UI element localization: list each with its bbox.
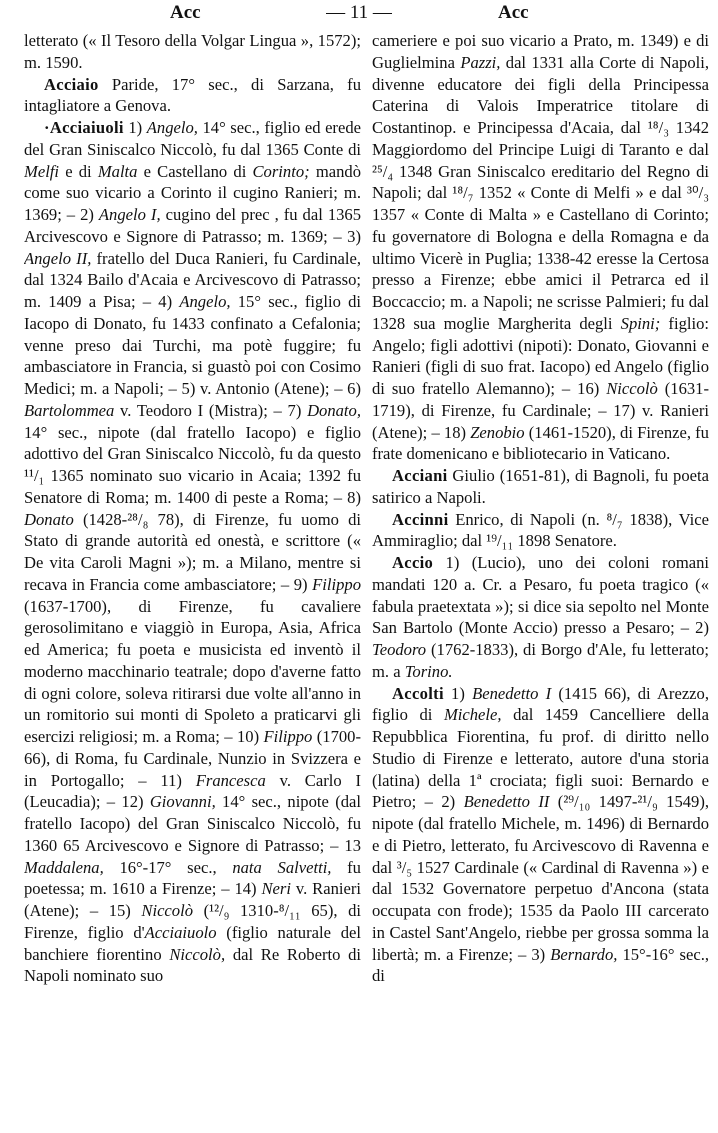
entry-text: Giulio (1651-81), di Bagnoli, fu poeta satirico a Napoli. (372, 466, 709, 507)
italic-name: Teodoro (372, 640, 427, 659)
dictionary-entry (372, 509, 709, 553)
dictionary-entry (372, 552, 709, 683)
entry-text: (1762-1833), di Borgo d'Ale, fu letterato; m. a (372, 640, 709, 681)
italic-name: Zenobio (470, 422, 525, 442)
entry-text: 1) (443, 683, 473, 703)
italic-name: Niccolò (606, 379, 658, 398)
italic-name: Melfi (24, 161, 60, 181)
entry-text: v. Teodoro I (Mistra); – 7) (114, 400, 308, 420)
entry-continuation (372, 30, 709, 465)
italic-name: Maddalena, (24, 857, 104, 877)
page-header (0, 0, 718, 30)
entry-continuation (24, 30, 361, 74)
entry-text: (1631-1719), di Firenze, fu Cardinale; – 17) v. Ranieri (Atene); – 18) (372, 379, 709, 442)
entry-text: dal 1331 alla Corte di Napoli, divenne educatore dei figli della Principessa Caterina di Valois Imperatrice titolare di Costantinop. e Principessa d'Acaia, dal ¹⁸/₃ 1342 Maggiordomo del Principe Luigi di Taranto e dal ²⁵/₄ 1348 Gran Siniscalco ereditario del Regno di Napoli; dal ¹⁸/₇ 1352 « Conte di Melfi » e dal ³⁰/₃ 1357 « Conte di Malta » e Castellano di Corinto; fu governatore di Bologna e della Romagna e da ultimo Vicerè in Puglia; 1338-42 eresse la Certosa presso a Firenze; ebbe amici il Petrarca ed il Boccaccio; m. a Napoli; ne scrisse Palmieri; fu dal 1328 sua moglie Margherita degli (372, 52, 709, 333)
entry-text: 14° sec., nipote (dal fratello Iacopo) e figlio adottivo del Gran Siniscalco Niccolò, fu da questo ¹¹/₁ 1365 nominato suo vicario in Acaia; 1392 fu Senatore di Roma; m. 1400 di peste a Roma; – 8) (24, 422, 361, 507)
entry-text: cameriere e poi suo vicario a Prato, m. 1349) e di Guglielmina (372, 31, 709, 72)
italic-name: Niccolò (141, 901, 194, 920)
entry-text: (1637-1700), di Firenze, fu cavaliere gerosolimitano e viaggiò in Europa, Asia, Africa ed America; fu poeta e musicista ed inventò il moderno macchinario teatrale; dopo d'averne fatto di ogni colore, soleva ritirarsi due volte all'anno in un romitorio sui monti di Spoleto a praticarvi gli esercizi religiosi; m. a Roma; – 10) (24, 596, 361, 746)
italic-name: Giovanni, (149, 792, 216, 812)
entry-text: (1461-1520), di Firenze, fu frate domenicano e bibliotecario in Vaticano. (372, 422, 709, 464)
entry-text: 14° sec., figlio ed erede del Gran Siniscalco Niccolò, fu dal 1365 Conte di (24, 118, 361, 159)
entry-text: e di (59, 161, 98, 181)
entry-text: 15°-16° sec., di (372, 944, 709, 986)
entry-text: e Castellano di (137, 161, 253, 181)
italic-name: Angelo I, (98, 205, 161, 224)
italic-name: Filippo (263, 727, 313, 746)
entry-headword: Accinni (392, 509, 449, 529)
italic-name: Malta (97, 161, 138, 181)
right-column (372, 30, 709, 1130)
dictionary-entry (372, 683, 709, 988)
entry-headword: ·Acciaiuoli (44, 118, 124, 137)
left-column (24, 30, 361, 1130)
entry-text: fratello del Duca Ranieri, fu Cardinale, dal 1324 Bailo d'Acaia e Arcivescovo di Patrasso; m. 1409 a Pisa; – 4) (24, 248, 361, 311)
entry-text: (1700-66), di Roma, fu Cardinale, Nunzio in Svizzera e in Portogallo; – 11) (24, 727, 361, 790)
italic-name: Neri (261, 879, 291, 899)
entry-text: dal 1459 Cancelliere della Repubblica Fiorentina, fu prof. di diritto nello Studio di Firenze e letterato, autore d'una storia (latina) della 1ª crociata; figli suoi: Bernardo e Pietro; – 2) (372, 705, 709, 812)
entry-text: 14° sec., nipote (dal fratello Iacopo) del Gran Siniscalco Niccolò, fu 1360 65 Arcivescovo e Signore di Patrasso; – 13 (24, 792, 361, 855)
entry-headword: Accolti (392, 683, 444, 703)
italic-name: Michele, (443, 705, 502, 725)
entry-text: dal Re Roberto di Napoli nominato suo (24, 944, 361, 986)
entry-text: 15° sec., figlio di Iacopo di Donato, fu 1433 confinato a Cefalonia; venne preso dai Turchi, ma potè fuggire; fu ambasciatore in Francia, si guastò poi con Cosimo Medici; m. a Napoli; – 5) v. Antonio (Atene); – 6) (24, 292, 361, 398)
entry-text: 1) (123, 118, 147, 137)
dictionary-entry (372, 465, 709, 509)
entry-text: figlio: Angelo; figli adottivi (nipoti): Donato, Giovanni e Ranieri (figli di suo frat. Iacopo) ed Angelo (figlio di suo fratello Alemanno); – 16) (372, 313, 709, 398)
entry-text: letterato (« Il Tesoro della Volgar Lingua », 1572); m. 1590. (24, 31, 361, 72)
italic-name: Bernardo, (550, 944, 618, 964)
italic-name: Angelo, (146, 118, 198, 137)
entry-text: Enrico, di Napoli (n. ⁸/₇ 1838), Vice Ammiraglio; dal ¹⁹/₁₁ 1898 Senatore. (372, 509, 709, 551)
italic-name: Filippo (312, 574, 361, 594)
entry-headword: Acciani (392, 466, 448, 485)
italic-name: Donato, (307, 400, 361, 420)
entry-text: (1428-²⁸/₈ 78), di Firenze, fu uomo di Stato di grande autorità ed onestà, e scrittore (« De vita Caroli Magni »); m. a Milano, mentre si recava in Francia come ambasciatore; – 9) (24, 509, 361, 594)
italic-name: Corinto; (252, 161, 310, 181)
entry-headword: Accio (392, 553, 434, 572)
italic-name: Spini; (620, 313, 661, 333)
header-right-guideword: Acc (498, 2, 529, 23)
italic-name: Niccolò, (169, 944, 226, 964)
italic-name: Torino. (404, 661, 453, 681)
italic-name: Angelo, (179, 292, 231, 311)
italic-name: Benedetto II (463, 792, 550, 812)
italic-name: Acciaiuolo (144, 922, 217, 942)
dictionary-entry (24, 117, 361, 987)
entry-text: Paride, 17° sec., di Sarzana, fu intagliatore a Genova. (24, 74, 361, 116)
entry-text: v. Carlo I (Leucadia); – 12) (24, 770, 361, 812)
entry-text: cugino del prec , fu dal 1365 Arcivescovo e Signore di Patrasso; m. 1369; – 3) (24, 205, 361, 246)
entry-text: (figlio naturale del banchiere fiorentino (24, 922, 361, 964)
entry-headword: Acciaio (44, 74, 99, 94)
italic-name: Pazzi, (460, 52, 501, 72)
entry-text: 1) (Lucio), uno dei coloni romani mandati 120 a. Cr. a Pesaro, fu poeta tragico (« fabula praetextata »); si dice sia sepolto nel Monte San Bartolo (Monte Accio) presso a Pesaro; – 2) (372, 553, 709, 638)
italic-name: nata Salvetti, (232, 857, 332, 877)
italic-name: Angelo II, (24, 248, 92, 268)
entry-text: v. Ranieri (Atene); – 15) (24, 879, 361, 920)
entry-text: (1415 66), di Arezzo, figlio di (372, 683, 709, 725)
italic-name: Benedetto I (472, 683, 552, 703)
entry-text: (²⁹/₁₀ 1497-²¹/₉ 1549), nipote (dal fratello Michele, m. 1496) di Bernardo e di Pietro, letterato, fu Arcivescovo di Ravenna e dal ³/₅ 1527 Cardinale (« Cardinal di Ravenna ») e dal 1532 Governatore perpetuo d'Ancona (stata occupata con frode); 1535 da Paolo III carcerato in Castel Sant'Angelo, riebbe per grossa somma la libertà; m. a Firenze; – 3) (372, 792, 709, 964)
header-left-guideword: Acc (170, 2, 201, 23)
entry-text: fu poetessa; m. 1610 a Firenze; – 14) (24, 857, 361, 899)
italic-name: Bartolommea (24, 400, 115, 420)
entry-text: 16°-17° sec., (103, 857, 233, 877)
italic-name: Donato (24, 509, 74, 529)
dictionary-entry (24, 74, 361, 118)
page-number: — 11 — (326, 2, 392, 23)
entry-text: mandò come suo vicario a Corinto il cugino Ranieri; m. 1369; – 2) (24, 161, 361, 224)
entry-text: (¹²/₉ 1310-⁸/₁₁ 65), di Firenze, figlio d' (24, 901, 361, 942)
italic-name: Francesca (195, 770, 266, 790)
